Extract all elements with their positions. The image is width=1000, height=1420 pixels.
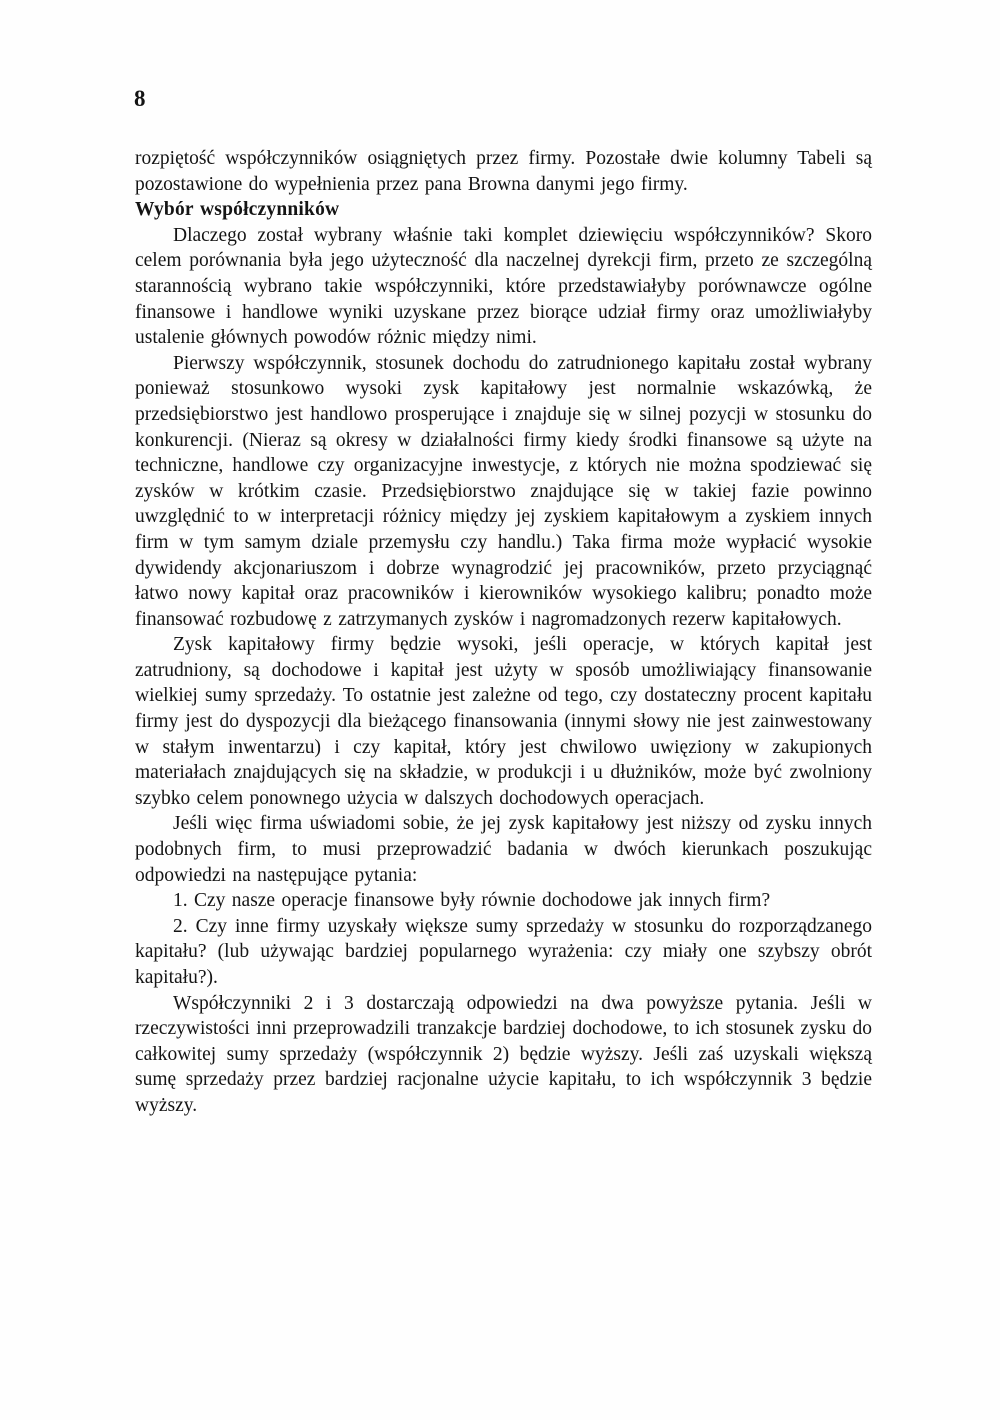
paragraph-ratios-2-and-3: Współczynniki 2 i 3 dostarczają odpowiedzi na dwa powyższe pytania. Jeśli w rzeczywistości inni przeprowadzili tranzakcje bardziej dochodowe, to ich stosunek zysku do całkowitej sumy sprzedaży (współczynnik 2) będzie wyższy. Jeśli zaś uzyskali większą sumę sprzedaży przez bardziej racjonalne użycie kapitału, to ich współczynnik 3 będzie wyższy. [135, 992, 872, 1116]
paragraph-ratio-selection: Dlaczego został wybrany właśnie taki komplet dziewięciu współczynników? Skoro celem porównania była jego użyteczność dla naczelnej dyrekcji firm, przeto ze szczególną starannością wybrano takie współczynniki, które przedstawiałyby porównawcze ogólne finansowe i handlowe wyniki uzyskane przez biorące udział firmy oraz umożliwiałyby ustalenie głównych powodów różnic między nimi. [135, 224, 872, 349]
continued-paragraph: rozpiętość współczynników osiągniętych przez firmy. Pozostałe dwie kolumny Tabeli są pozostawione do wypełnienia przez pana Browna danymi jego firmy. [135, 148, 872, 195]
page-content [135, 146, 872, 1119]
question-item-2: 2. Czy inne firmy uzyskały większe sumy sprzedaży w stosunku do rozporządzanego kapitału? (lub używając bardziej popularnego wyrażenia: czy miały one szybszy obrót kapitału?). [135, 915, 872, 988]
section-heading: Wybór współczynników [135, 199, 340, 221]
paragraph-capital-profit: Zysk kapitałowy firmy będzie wysoki, jeśli operacje, w których kapitał jest zatrudniony, są dochodowe i kapitał jest użyty w sposób umożliwiający finansowanie wielkiej sumy sprzedaży. To ostatnie jest zależne od tego, czy dostateczny procent kapitału firmy jest do dyspozycji dla bieżącego finansowania (innymi słowy nie jest zainwestowany w stałym inwentarzu) i czy kapitał, który jest chwilowo uwięziony w zakupionych materiałach znajdujących się na składzie, w produkcji i u dłużników, może być zwolniony szybko celem ponownego użycia w dalszych dochodowych operacjach. [135, 634, 872, 809]
paragraph-first-ratio: Pierwszy współczynnik, stosunek dochodu do zatrudnionego kapitału został wybrany ponieważ stosunkowo wysoki zysk kapitałowy jest normalnie wskazówką, że przedsiębiorstwo jest handlowo prosperujące i znajduje się w silnej pozycji w stosunku do konkurencji. (Nieraz są okresy w działalności firmy kiedy środki finansowe są użyte na techniczne, handlowe czy organizacyjne inwestycje, z których nie można spodziewać się zysków w krótkim czasie. Przedsiębiorstwo znajdujące się w takiej fazie powinno uwzględnić to w interpretacji różnicy między jej zyskiem kapitałowym a zyskiem innych firm w tym samym dziale przemysłu czy handlu.) Taka firma może wypłacić wysokie dywidendy akcjonariuszom i dobrze wynagrodzić jej pracowników, przeto przyciągnąć łatwo nowy kapitał oraz pracowników i kierowników wysokiego kalibru; ponadto może finansować rozbudowę z zatrzymanych zysków i nagromadzonych rezerw kapitałowych. [135, 352, 872, 630]
question-item-1: 1. Czy nasze operacje finansowe były równie dochodowe jak innych firm? [173, 890, 771, 912]
paragraph-two-directions: Jeśli więc firma uświadomi sobie, że jej zysk kapitałowy jest niższy od zysku innych podobnych firm, to musi przeprowadzić badania w dwóch kierunkach poszukując odpowiedzi na następujące pytania: [135, 813, 872, 886]
page-number: 8 [134, 86, 146, 111]
